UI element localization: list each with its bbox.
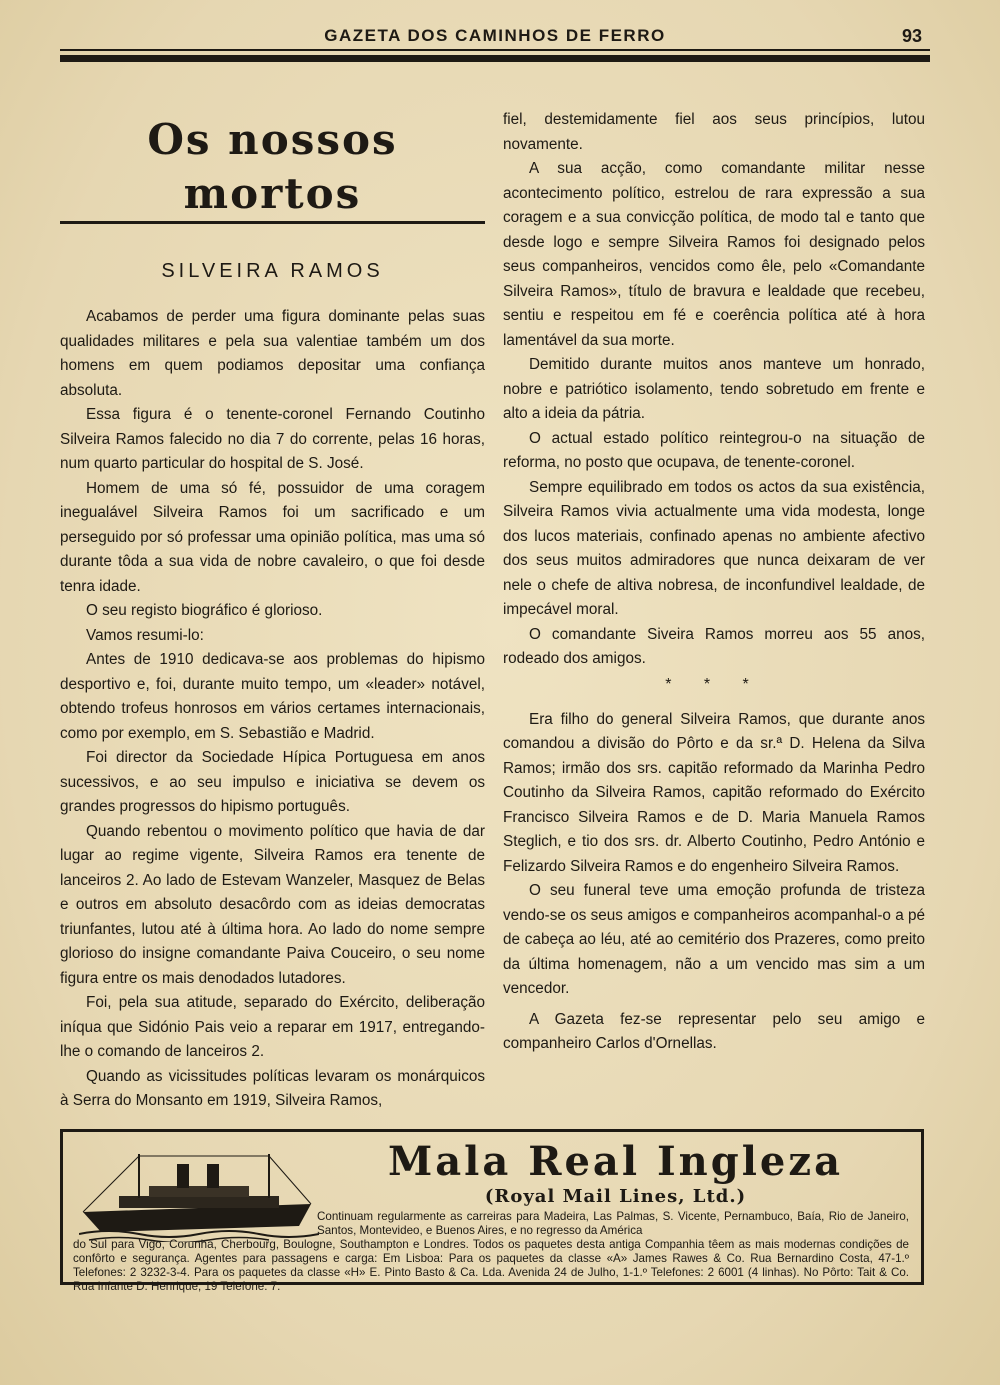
- paragraph: Acabamos de perder uma figura dominante pelas suas qualidades militares e pela sua valentiae também um dos homens em quem podiamos depositar uma confiança absoluta.: [60, 308, 485, 399]
- paragraph: Quando as vicissitudes políticas levaram os monárquicos à Serra do Monsanto em 1919, Silveira Ramos,: [60, 1067, 485, 1109]
- publication-title: GAZETA DOS CAMINHOS DE FERRO: [324, 26, 666, 45]
- advertisement-box: [60, 1129, 924, 1293]
- paragraph: A sua acção, como comandante militar nesse acontecimento político, estrelou de rara expressão a sua coragem e a sua convicção política, de modo tal e tanto que desde logo e sempre Silveira Ramos foi designado pelos seus companheiros, vencidos como êle, pelo «Comandante Silveira Ramos», título de bravura e lealdade que recebeu, sentiu e respeitou em fé e coerência política até à hora lamentável da sua morte.: [503, 160, 925, 349]
- paragraph: Demitido durante muitos anos manteve um honrado, nobre e patriótico isolamento, tendo sobretudo em frente e alto a ideia da pátria.: [503, 356, 925, 422]
- header-rule-thin: [60, 49, 930, 51]
- closing-paragraph: A Gazeta fez-se representar pelo seu amigo e companheiro Carlos d'Ornellas.: [503, 1010, 925, 1052]
- paragraph: Foi, pela sua atitude, separado do Exército, deliberação iníqua que Sidónio Pais veio a reparar em 1917, entregando-lhe o comando de lanceiros 2.: [60, 994, 485, 1060]
- page-number: 93: [901, 26, 922, 46]
- headline-underline: [60, 221, 485, 224]
- paragraph: Homem de uma só fé, possuidor de uma coragem inegualável Silveira Ramos foi um sacrificado e um perseguido por só professar uma opinião política, mas uma só durante tôda a sua vida de nobre cavaleiro, o que foi desde tenra idade.: [60, 479, 485, 595]
- article-subhead: SILVEIRA RAMOS: [161, 260, 384, 282]
- paragraph: O actual estado político reintegrou-o na situação de reforma, no posto que ocupava, de tenente-coronel.: [503, 429, 925, 471]
- paragraph: Era filho do general Silveira Ramos, que durante anos comandou a divisão do Pôrto e da sr.ª D. Helena da Silva Ramos; irmão dos srs. capitão reformado da Marinha Pedro Coutinho da Silveira Ramos, capitão reformado do Exército Francisco Silveira Ramos e de D. Maria Manuela Ramos Steglich, e tio dos srs. dr. Alberto Coutinho, Pedro António e Felizardo Silveira Ramos e do engenheiro Silveira Ramos.: [503, 710, 925, 875]
- article-headline: Os nossos mortos: [147, 115, 398, 218]
- section-separator: * * *: [665, 675, 763, 693]
- ad-text-bottom: do Sul para Vigo, Corunha, Cherbourg, Boulogne, Southampton e Londres. Todos os paquetes desta antiga Companhia têem as mais modernas condições de confôrto e segurança. Agentes para passagens e carga: Em Lisboa: Para os paquetes da classe «A» James Rawes & Co. Rua Bernardino Costa, 47-1.º Telefones: 2 3232-3-4. Para os paquetes da classe «H» E. Pinto Basto & Ca. Lda. Avenida 24 de Julho, 1-1.º Telefones: 2 6001 (4 linhas). No Pôrto: Tait & Co. Rua Infante D. Henrique, 19 Telefone: 7.: [73, 1238, 909, 1293]
- paragraph: O seu registo biográfico é glorioso.: [86, 602, 323, 619]
- ad-text-top: Continuam regularmente as carreiras para Madeira, Las Palmas, S. Vicente, Pernambuco, Baía, Rio de Janeiro, Santos, Montevideo, e Buenos Aires, e no regresso da América: [317, 1210, 909, 1237]
- paragraph-continued: fiel, destemidamente fiel aos seus princípios, lutou novamente.: [503, 111, 925, 153]
- paragraph: Quando rebentou o movimento político que havia de dar lugar ao regime vigente, Silveira Ramos era tenente de lanceiros 2. Ao lado de Estevam Wanzeler, Masquez de Belas e outros em absoluto desacôrdo com as ideias democratas triunfantes, lutou até à última hora. Ao lado do nome sempre glorioso do insigne comandante Paiva Couceiro, o seu nome figura entre os mais denodados lutadores.: [60, 822, 485, 987]
- header-rule-thick: [60, 55, 930, 62]
- paragraph: Vamos resumi-lo:: [86, 626, 204, 644]
- paragraph: O seu funeral teve uma emoção profunda de tristeza vendo-se os seus amigos e companheiros acompanhal-o a pé de cabeça ao léu, até ao cemitério dos Prazeres, como preito da última homenagem, não a um vencido mas sim a um vencedor.: [503, 882, 925, 997]
- left-column: [60, 105, 485, 1114]
- paragraph: Sempre equilibrado em todos os actos da sua existência, Silveira Ramos vivia actualmente uma vida modesta, longe dos lucos materiais, confinado apenas no ambiente afectivo dos seus muitos admiradores que nunca deixaram de ver nele o chefe de altiva nobresa, de inconfundivel lealdade, de impecável moral.: [503, 478, 925, 618]
- ad-brand-name: Mala Real Ingleza: [387, 1138, 843, 1185]
- paragraph: Essa figura é o tenente-coronel Fernando Coutinho Silveira Ramos falecido no dia 7 do corrente, pelas 16 horas, num quarto particular do hospital de S. José.: [60, 406, 485, 472]
- paragraph: O comandante Siveira Ramos morreu aos 55 anos, rodeado dos amigos.: [503, 625, 925, 667]
- paragraph: Foi director da Sociedade Hípica Portuguesa em anos sucessivos, e ao seu impulso e iniciativa se devem os grandes progressos do hipismo português.: [60, 749, 485, 815]
- right-column: [503, 108, 925, 1057]
- ad-subtitle: (Royal Mail Lines, Ltd.): [484, 1186, 747, 1207]
- steamship-illustration: [79, 1142, 319, 1242]
- paragraph: Antes de 1910 dedicava-se aos problemas do hipismo desportivo e, foi, durante muito tempo, um «leader» notável, obtendo trofeus honrosos em vários certames internacionais, como por exemplo, em S. Sebastião e Madrid.: [60, 651, 485, 742]
- page-header: [60, 22, 930, 68]
